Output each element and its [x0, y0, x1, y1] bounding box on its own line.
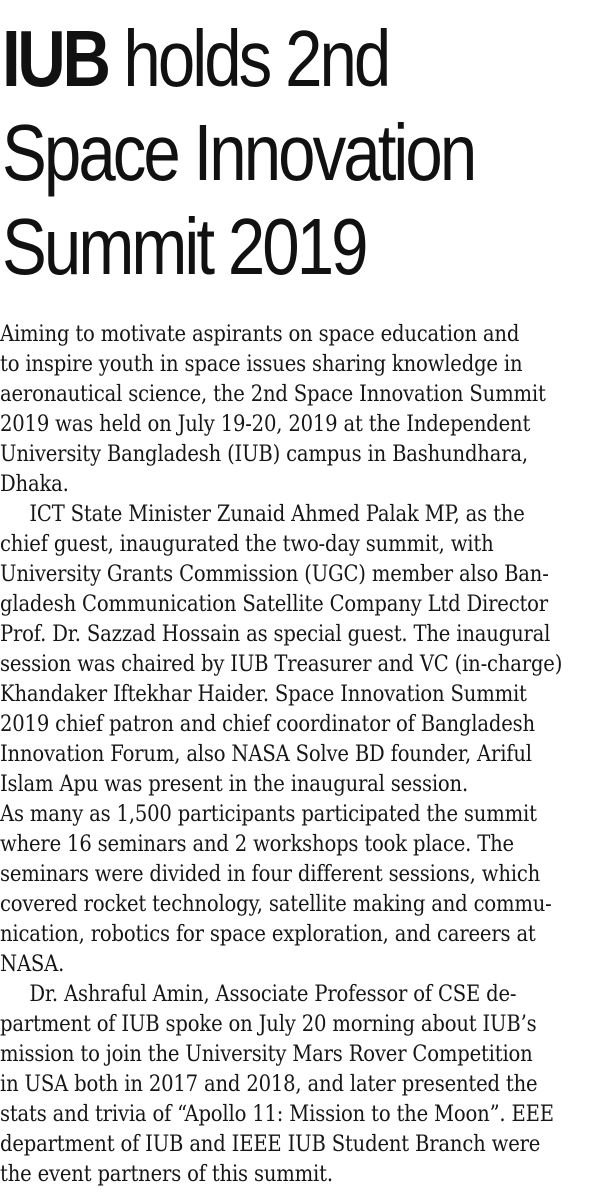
body-line: NASA. — [0, 952, 65, 977]
body-line: 2019 chief patron and chief coordinator of Bangladesh — [0, 712, 535, 737]
headline-line-3: Summit 2019 — [2, 202, 366, 291]
body-line: University Bangladesh (IUB) campus in Bashundhara, — [0, 442, 528, 467]
headline-line-1-rest: holds 2nd — [107, 14, 389, 103]
article-body — [0, 320, 613, 1190]
body-line: gladesh Communication Satellite Company Ltd Director — [0, 592, 548, 617]
body-line: Dr. Ashraful Amin, Associate Professor of CSE de- — [29, 982, 517, 1007]
headline-line-1 — [2, 12, 511, 106]
body-line: Dhaka. — [0, 472, 69, 497]
body-line: session was chaired by IUB Treasurer and VC (in-charge) — [0, 652, 563, 677]
body-line: in USA both in 2017 and 2018, and later presented the — [0, 1072, 538, 1097]
body-line: where 16 seminars and 2 workshops took place. The — [0, 832, 514, 857]
body-line: Prof. Dr. Sazzad Hossain as special guest. The inaugural — [0, 622, 551, 647]
body-line: to inspire youth in space issues sharing knowledge in — [0, 352, 523, 377]
body-line: the event partners of this summit. — [0, 1162, 333, 1187]
body-line: Khandaker Iftekhar Haider. Space Innovation Summit — [0, 682, 527, 707]
body-line: covered rocket technology, satellite making and commu- — [0, 892, 552, 917]
body-line: chief guest, inaugurated the two-day summit, with — [0, 532, 494, 557]
body-line: University Grants Commission (UGC) member also Ban- — [0, 562, 549, 587]
body-line: Innovation Forum, also NASA Solve BD founder, Ariful — [0, 742, 532, 767]
body-line: Islam Apu was present in the inaugural session. — [0, 772, 469, 797]
body-line: mission to join the University Mars Rover Competition — [0, 1042, 533, 1067]
body-line: Aiming to motivate aspirants on space education and — [0, 322, 520, 347]
headline-brand: IUB — [2, 14, 108, 103]
body-line: department of IUB and IEEE IUB Student Branch were — [0, 1132, 541, 1157]
body-line: 2019 was held on July 19-20, 2019 at the Independent — [0, 412, 531, 437]
body-line: nication, robotics for space exploration, and careers at — [0, 922, 536, 947]
body-line: stats and trivia of “Apollo 11: Mission to the Moon”. EEE — [0, 1102, 554, 1127]
headline — [2, 12, 511, 294]
body-line: ICT State Minister Zunaid Ahmed Palak MP, as the — [29, 502, 525, 527]
body-line: seminars were divided in four different sessions, which — [0, 862, 541, 887]
body-line: aeronautical science, the 2nd Space Innovation Summit — [0, 382, 546, 407]
body-line: As many as 1,500 participants participated the summit — [0, 802, 537, 827]
headline-line-2: Space Innovation — [2, 108, 475, 197]
body-line: partment of IUB spoke on July 20 morning about IUB’s — [0, 1012, 537, 1037]
